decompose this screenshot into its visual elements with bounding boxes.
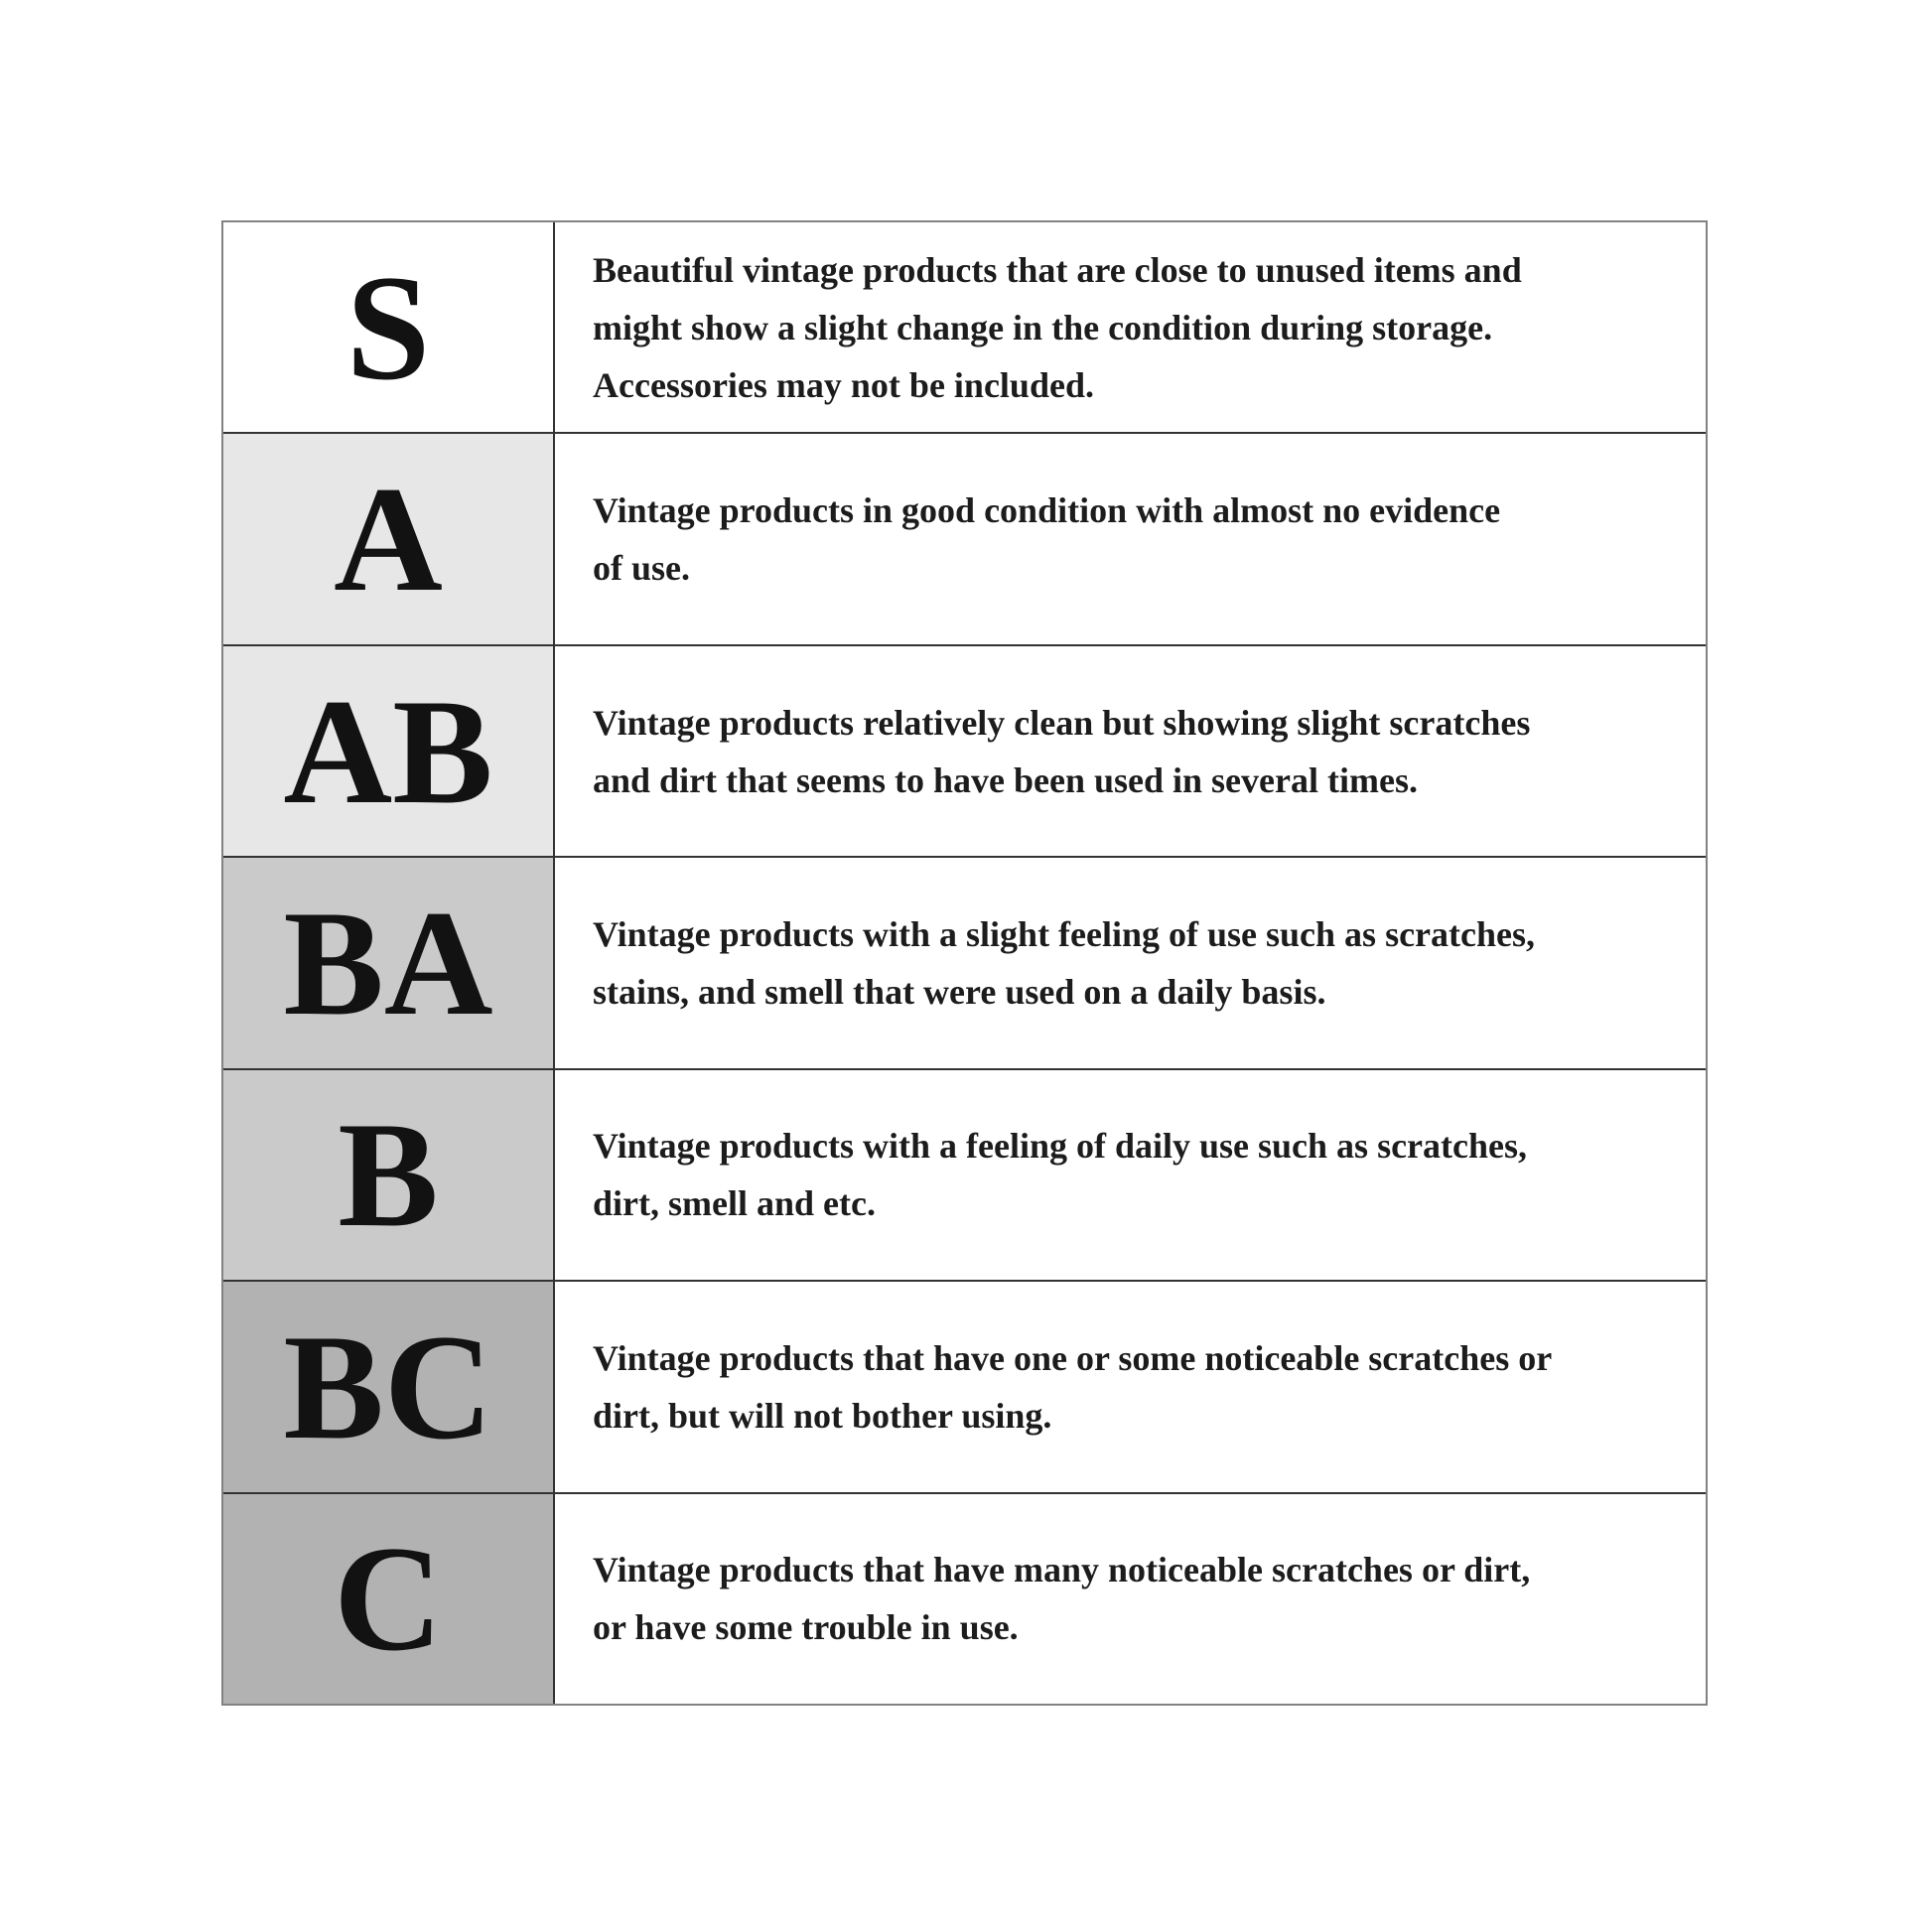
- description-line: and dirt that seems to have been used in several times.: [593, 759, 1418, 800]
- description-line: Vintage products in good condition with almost no evidence: [593, 490, 1501, 531]
- grade-letter-c: C: [334, 1515, 443, 1683]
- description-line: might show a slight change in the condition during storage.: [593, 307, 1493, 347]
- grade-cell-b: [223, 1070, 555, 1280]
- grade-letter-b: B: [338, 1091, 439, 1259]
- grade-letter-a: A: [334, 456, 443, 623]
- description-line: Vintage products that have many noticeable scratches or dirt,: [593, 1550, 1531, 1590]
- description-line: Vintage products with a feeling of daily use such as scratches,: [593, 1126, 1528, 1167]
- description-cell-ba: [555, 858, 1706, 1067]
- table-row-ab: [223, 646, 1706, 858]
- description-line: dirt, but will not bother using.: [593, 1395, 1052, 1436]
- grade-cell-a: [223, 434, 555, 643]
- table-row-s: [223, 222, 1706, 434]
- condition-grading-table: [221, 220, 1708, 1706]
- description-line: Vintage products that have one or some noticeable scratches or: [593, 1337, 1553, 1378]
- table-row-a: [223, 434, 1706, 645]
- grade-cell-ba: [223, 858, 555, 1067]
- description-line: Vintage products relatively clean but showing slight scratches: [593, 702, 1531, 743]
- description-cell-s: [555, 222, 1706, 432]
- description-line: of use.: [593, 548, 690, 589]
- grade-cell-ab: [223, 646, 555, 856]
- description-cell-a: [555, 434, 1706, 643]
- description-line: or have some trouble in use.: [593, 1607, 1019, 1648]
- table-row-ba: [223, 858, 1706, 1069]
- description-line: Beautiful vintage products that are close to unused items and: [593, 249, 1522, 290]
- description-line: stains, and smell that were used on a daily basis.: [593, 971, 1326, 1012]
- table-row-b: [223, 1070, 1706, 1282]
- grade-cell-s: [223, 222, 555, 432]
- grade-letter-bc: BC: [283, 1303, 493, 1470]
- description-cell-c: [555, 1494, 1706, 1704]
- table-row-c: [223, 1494, 1706, 1704]
- description-cell-b: [555, 1070, 1706, 1280]
- grade-cell-c: [223, 1494, 555, 1704]
- description-line: Accessories may not be included.: [593, 364, 1094, 405]
- description-cell-ab: [555, 646, 1706, 856]
- description-line: Vintage products with a slight feeling of use such as scratches,: [593, 913, 1536, 954]
- grade-letter-ab: AB: [283, 667, 493, 835]
- description-line: dirt, smell and etc.: [593, 1183, 876, 1224]
- description-cell-bc: [555, 1282, 1706, 1491]
- grade-letter-ba: BA: [283, 879, 493, 1046]
- table-row-bc: [223, 1282, 1706, 1493]
- grade-cell-bc: [223, 1282, 555, 1491]
- grade-letter-s: S: [345, 243, 431, 411]
